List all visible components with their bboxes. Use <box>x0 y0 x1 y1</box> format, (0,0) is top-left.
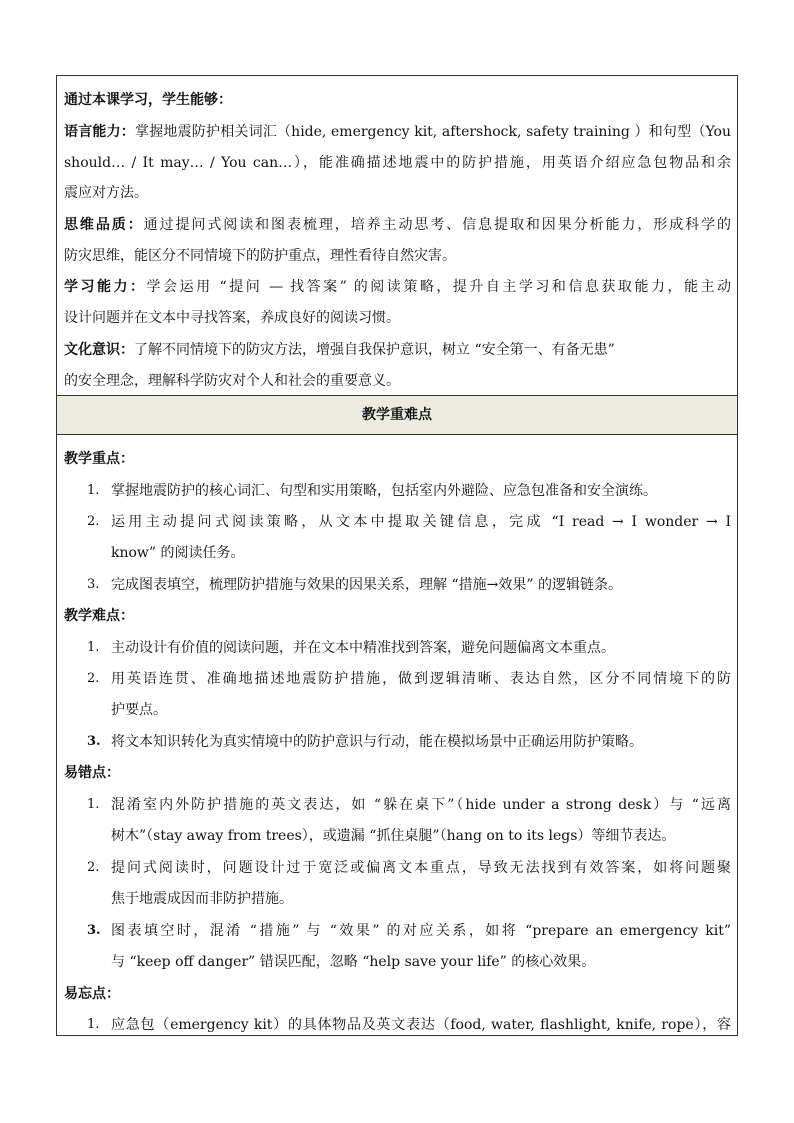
key-difficult-points-cell <box>57 435 737 1035</box>
difficult-point-number: 2. <box>87 671 100 686</box>
thinking-quality-label: 思维品质： <box>64 217 144 233</box>
difficult-point-number: 1. <box>87 640 100 655</box>
key-difficult-points-heading: 教学重难点 <box>57 396 737 435</box>
error-points-heading: 易错点： <box>64 765 120 781</box>
error-point-item-continued: 与 “keep off danger” 错误匹配，忽略 “help save your life” 的核心效果。 <box>111 954 596 970</box>
key-point-number: 2. <box>87 514 100 529</box>
cultural-awareness-line2: 的安全理念，理解科学防灾对个人和社会的重要意义。 <box>64 373 400 389</box>
forget-point-number: 1. <box>87 1017 100 1032</box>
learning-ability-line2: 设计问题并在文本中寻找答案，养成良好的阅读习惯。 <box>64 310 400 326</box>
learning-ability-line1: 学习能力：学会运用 “提问 — 找答案” 的阅读策略，提升自主学习和信息获取能力，能主动 <box>64 279 731 295</box>
key-point-number: 1. <box>87 483 100 498</box>
lesson-plan-table <box>56 75 738 1036</box>
forget-points-heading: 易忘点： <box>64 986 120 1002</box>
language-ability-label: 语言能力： <box>64 124 135 140</box>
difficult-point-item: 将文本知识转化为真实情境中的防护意识与行动，能在模拟场景中正确运用防护策略。 <box>111 734 643 750</box>
error-point-item-continued: 树木”（stay away from trees），或遗漏 “抓住桌腿”（hang on to its legs）等细节表达。 <box>111 828 676 844</box>
key-point-number: 3. <box>87 577 100 592</box>
error-point-number: 1. <box>87 797 100 812</box>
difficult-points-heading: 教学难点： <box>64 608 134 624</box>
objectives-cell <box>57 76 737 396</box>
forget-point-item: 应急包（emergency kit）的具体物品及英文表达（food, water, flashlight, knife, rope），容 <box>111 1017 731 1033</box>
key-point-item-continued: know” 的阅读任务。 <box>111 545 245 561</box>
cultural-awareness-line1: 文化意识：了解不同情境下的防灾方法，增强自我保护意识，树立 “安全第一、有备无患” <box>64 342 615 358</box>
error-point-item-continued: 焦于地震成因而非防护措施。 <box>111 891 293 907</box>
thinking-quality-line1: 思维品质：通过提问式阅读和图表梳理，培养主动思考、信息提取和因果分析能力，形成科学的 <box>64 217 732 233</box>
error-point-number: 3. <box>87 923 101 938</box>
key-point-item: 完成图表填空，梳理防护措施与效果的因果关系，理解 “措施→效果” 的逻辑链条。 <box>111 577 622 593</box>
key-points-heading: 教学重点： <box>64 451 134 467</box>
language-ability-line2: should… / It may… / You can…），能准确描述地震中的防护措施，用英语介绍应急包物品和余 <box>64 155 731 171</box>
difficult-point-item: 主动设计有价值的阅读问题，并在文本中精准找到答案，避免问题偏离文本重点。 <box>111 640 615 656</box>
difficult-point-item-continued: 护要点。 <box>111 702 167 718</box>
error-point-item: 提问式阅读时，问题设计过于宽泛或偏离文本重点，导致无法找到有效答案，如将问题聚 <box>111 860 731 876</box>
objectives-intro: 通过本课学习，学生能够： <box>64 92 232 108</box>
key-point-item: 掌握地震防护的核心词汇、句型和实用策略，包括室内外避险、应急包准备和安全演练。 <box>111 483 657 499</box>
error-point-item: 图表填空时，混淆 “措施” 与 “效果” 的对应关系，如将 “prepare an emergency kit” <box>111 923 731 939</box>
learning-ability-label: 学习能力： <box>64 279 147 295</box>
difficult-point-number: 3. <box>87 734 101 749</box>
difficult-point-item: 用英语连贯、准确地描述地震防护措施，做到逻辑清晰、表达自然，区分不同情境下的防 <box>111 671 731 687</box>
error-point-number: 2. <box>87 860 100 875</box>
cultural-awareness-label: 文化意识： <box>64 342 134 358</box>
key-point-item: 运用主动提问式阅读策略，从文本中提取关键信息，完成 “I read → I wonder → I <box>111 514 731 530</box>
thinking-quality-line2: 防灾思维，能区分不同情境下的防护重点，理性看待自然灾害。 <box>64 248 456 264</box>
language-ability-line3: 震应对方法。 <box>64 185 148 201</box>
error-point-item: 混淆室内外防护措施的英文表达，如 “躲在桌下”（hide under a strong desk）与 “远离 <box>111 797 731 813</box>
language-ability-line1: 语言能力：掌握地震防护相关词汇（hide, emergency kit, aftershock, safety training ）和句型（You <box>64 124 732 140</box>
